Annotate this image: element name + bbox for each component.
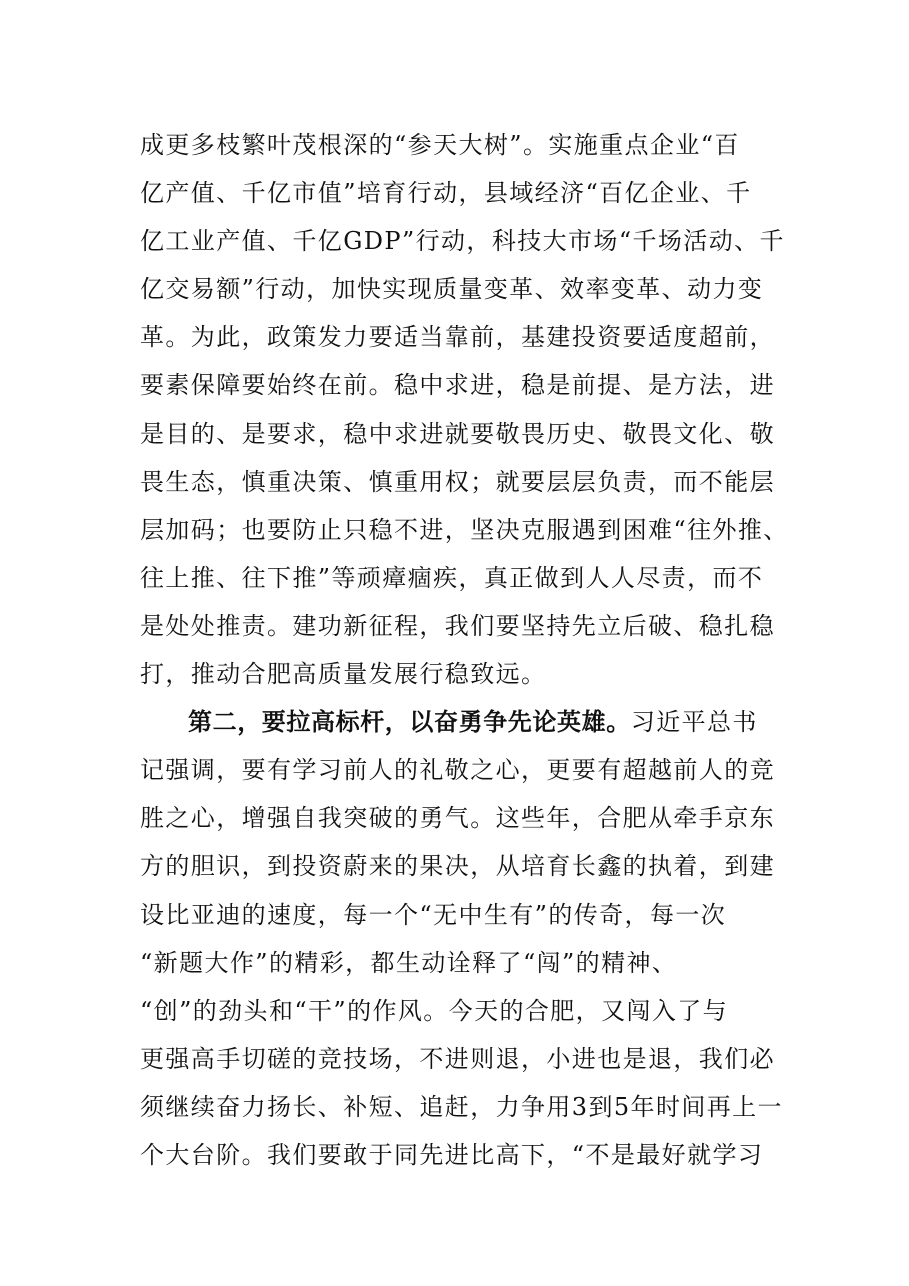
paragraph-1-line: 畏生态，慎重决策、慎重用权；就要层层负责，而不能层 — [140, 467, 775, 496]
paragraph-2-line: “新题大作”的精彩，都生动诠释了“闯”的精神、 — [140, 948, 678, 977]
paragraph-1-line: 成更多枝繁叶茂根深的“参天大树”。实施重点企业“百 — [140, 131, 740, 159]
document-body — [140, 121, 789, 1179]
paragraph-1-line: 亿产值、千亿市值”培育行动，县域经济“百亿企业、千 — [140, 179, 752, 208]
paragraph-2-line: 方的胆识，到投资蔚来的果决，从培育长鑫的执着，到建 — [140, 852, 775, 881]
paragraph-2-first-line — [140, 698, 780, 746]
paragraph-2-line: 记强调，要有学习前人的礼敬之心，更要有超越前人的竞 — [140, 756, 775, 785]
paragraph-1-line: 亿交易额”行动，加快实现质量变革、效率变革、动力变 — [140, 275, 764, 304]
paragraph-2-line: 须继续奋力扬长、补短、追赶，力争用3到5年时间再上一 — [140, 1092, 783, 1121]
paragraph-1-line: 要素保障要始终在前。稳中求进，稳是前提、是方法，进 — [140, 371, 775, 400]
paragraph-2-line: 胜之心，增强自我突破的勇气。这些年，合肥从牵手京东 — [140, 804, 775, 833]
paragraph-2-line: 个大台阶。我们要敢于同先进比高下，“不是最好就学习 — [140, 1140, 764, 1169]
paragraph-1-line: 往上推、往下推”等顽瘴痼疾，真正做到人人尽责，而不 — [140, 563, 764, 592]
paragraph-2-line: 更强高手切磋的竞技场，不进则退，小进也是退，我们必 — [140, 1044, 775, 1073]
paragraph-1-line: 是处处推责。建功新征程，我们要坚持先立后破、稳扎稳 — [140, 611, 775, 640]
paragraph-2-line: 设比亚迪的速度，每一个“无中生有”的传奇，每一次 — [140, 900, 727, 929]
section-heading: 第二，要拉高标杆，以奋勇争先论英雄。 — [188, 708, 631, 737]
paragraph-1-line: 亿工业产值、千亿GDP”行动，科技大市场“千场活动、千 — [140, 227, 785, 256]
paragraph-1-line: 是目的、是要求，稳中求进就要敬畏历史、敬畏文化、敬 — [140, 419, 775, 448]
paragraph-1-line: 打，推动合肥高质量发展行稳致远。 — [140, 660, 547, 689]
paragraph-1-line: 层加码；也要防止只稳不进，坚决克服遇到困难“往外推、 — [140, 515, 789, 544]
paragraph-1-line: 革。为此，政策发力要适当靠前，基建投资要适度超前， — [140, 323, 775, 352]
paragraph-2-line: “创”的劲头和“干”的作风。今天的合肥，又闯入了与 — [140, 996, 729, 1025]
paragraph-2-first-line-text: 习近平总书 — [630, 708, 758, 737]
